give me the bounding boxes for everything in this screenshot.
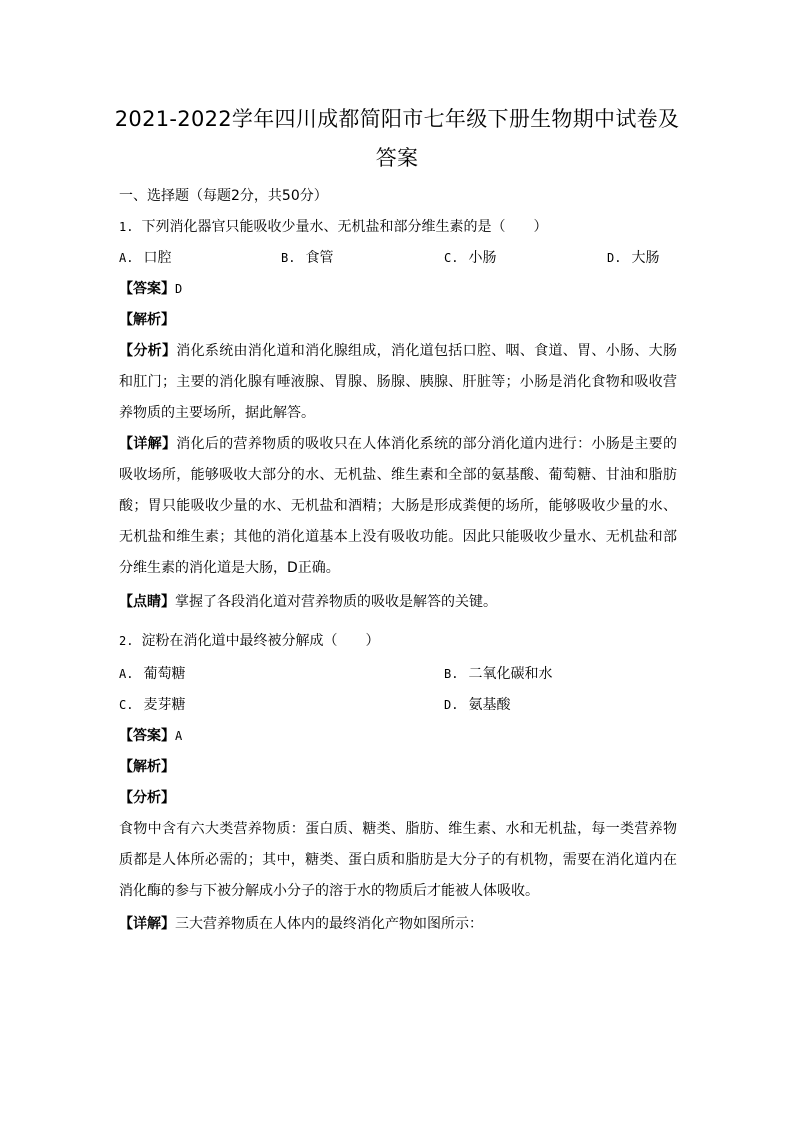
option-text: 麦芽糖	[143, 697, 186, 713]
question-1-xiangjie	[119, 429, 677, 584]
analysis-label: 【解析】	[119, 312, 175, 328]
option-key: B.	[444, 667, 459, 681]
question-1-option-a	[119, 248, 171, 268]
option-key: D.	[607, 251, 622, 265]
question-text: 淀粉在消化道中最终被分解成（ ）	[141, 633, 380, 649]
question-number: 2.	[119, 634, 134, 648]
option-key: D.	[444, 698, 459, 712]
analysis-label: 【解析】	[119, 759, 175, 775]
question-2-analysis-label	[119, 757, 679, 777]
question-text: 下列消化器官只能吸收少量水、无机盐和部分维生素的是（ ）	[141, 219, 548, 235]
fenxi-text: 消化系统由消化道和消化腺组成，消化道包括口腔、咽、食道、胃、小肠、大肠和肛门；主要的消化腺有唾液腺、胃腺、肠腺、胰腺、肝脏等；小肠是消化食物和吸收营养物质的主要场所，据此解答。	[119, 343, 678, 421]
fenxi-label: 【分析】	[119, 790, 175, 806]
dianjing-label: 【点睛】	[119, 594, 175, 610]
question-1-option-c	[444, 248, 496, 268]
option-text: 葡萄糖	[143, 666, 186, 682]
question-1-option-b	[281, 248, 333, 268]
question-2-option-a	[119, 664, 185, 684]
option-key: C.	[444, 251, 459, 265]
question-number: 1.	[119, 220, 134, 234]
question-2-xiangjie	[119, 914, 679, 934]
question-2-answer	[119, 726, 679, 746]
option-text: 食管	[305, 250, 334, 266]
answer-label: 【答案】	[119, 281, 175, 297]
question-2-option-b	[444, 664, 552, 684]
answer-value: A	[175, 729, 183, 743]
xiangjie-text: 消化后的营养物质的吸收只在人体消化系统的部分消化道内进行：小肠是主要的吸收场所，能够吸收大部分的水、无机盐、维生素和全部的氨基酸、葡萄糖、甘油和脂肪酸；胃只能吸收少量的水、无机盐和酒精；大肠是形成粪便的场所，能够吸收少量的水、无机盐和维生素；其他的消化道基本上没有吸收功能。因此只能吸收少量水、无机盐和部分维生素的消化道是大肠，D正确。	[119, 436, 678, 576]
question-2-option-c	[119, 695, 185, 715]
xiangjie-label: 【详解】	[119, 436, 177, 452]
xiangjie-text: 三大营养物质在人体内的最终消化产物如图所示：	[175, 916, 483, 932]
document-title-line-1: 2021-2022学年四川成都简阳市七年级下册生物期中试卷及	[114, 107, 680, 131]
option-key: A.	[119, 667, 134, 681]
option-text: 氨基酸	[468, 697, 511, 713]
question-1-option-d	[607, 248, 659, 268]
xiangjie-label: 【详解】	[119, 916, 175, 932]
question-1-dianjing	[119, 592, 679, 612]
document-title-line-2: 答案	[375, 146, 419, 170]
answer-value: D	[175, 282, 183, 296]
question-2-option-d	[444, 695, 510, 715]
dianjing-text: 掌握了各段消化道对营养物质的吸收是解答的关键。	[175, 594, 497, 610]
option-key: B.	[281, 251, 296, 265]
option-text: 口腔	[143, 250, 172, 266]
question-1-analysis-label	[119, 310, 679, 330]
option-text: 小肠	[468, 250, 497, 266]
answer-label: 【答案】	[119, 728, 175, 744]
question-2-fenxi	[119, 814, 677, 907]
question-2-stem	[119, 631, 679, 651]
question-1-stem	[119, 217, 679, 237]
option-text: 二氧化碳和水	[468, 666, 553, 682]
question-2-fenxi-label	[119, 788, 679, 808]
option-key: C.	[119, 698, 134, 712]
option-key: A.	[119, 251, 134, 265]
question-1-fenxi	[119, 336, 677, 429]
fenxi-label: 【分析】	[119, 343, 177, 359]
option-text: 大肠	[631, 250, 660, 266]
fenxi-text: 食物中含有六大类营养物质：蛋白质、糖类、脂肪、维生素、水和无机盐，每一类营养物质都是人体所必需的；其中，糖类、蛋白质和脂肪是大分子的有机物，需要在消化道内在消化酶的参与下被分解成小分子的溶于水的物质后才能被人体吸收。	[119, 821, 677, 899]
section-heading: 一、选择题（每题2分，共50分）	[119, 188, 328, 204]
question-1-answer	[119, 279, 679, 299]
